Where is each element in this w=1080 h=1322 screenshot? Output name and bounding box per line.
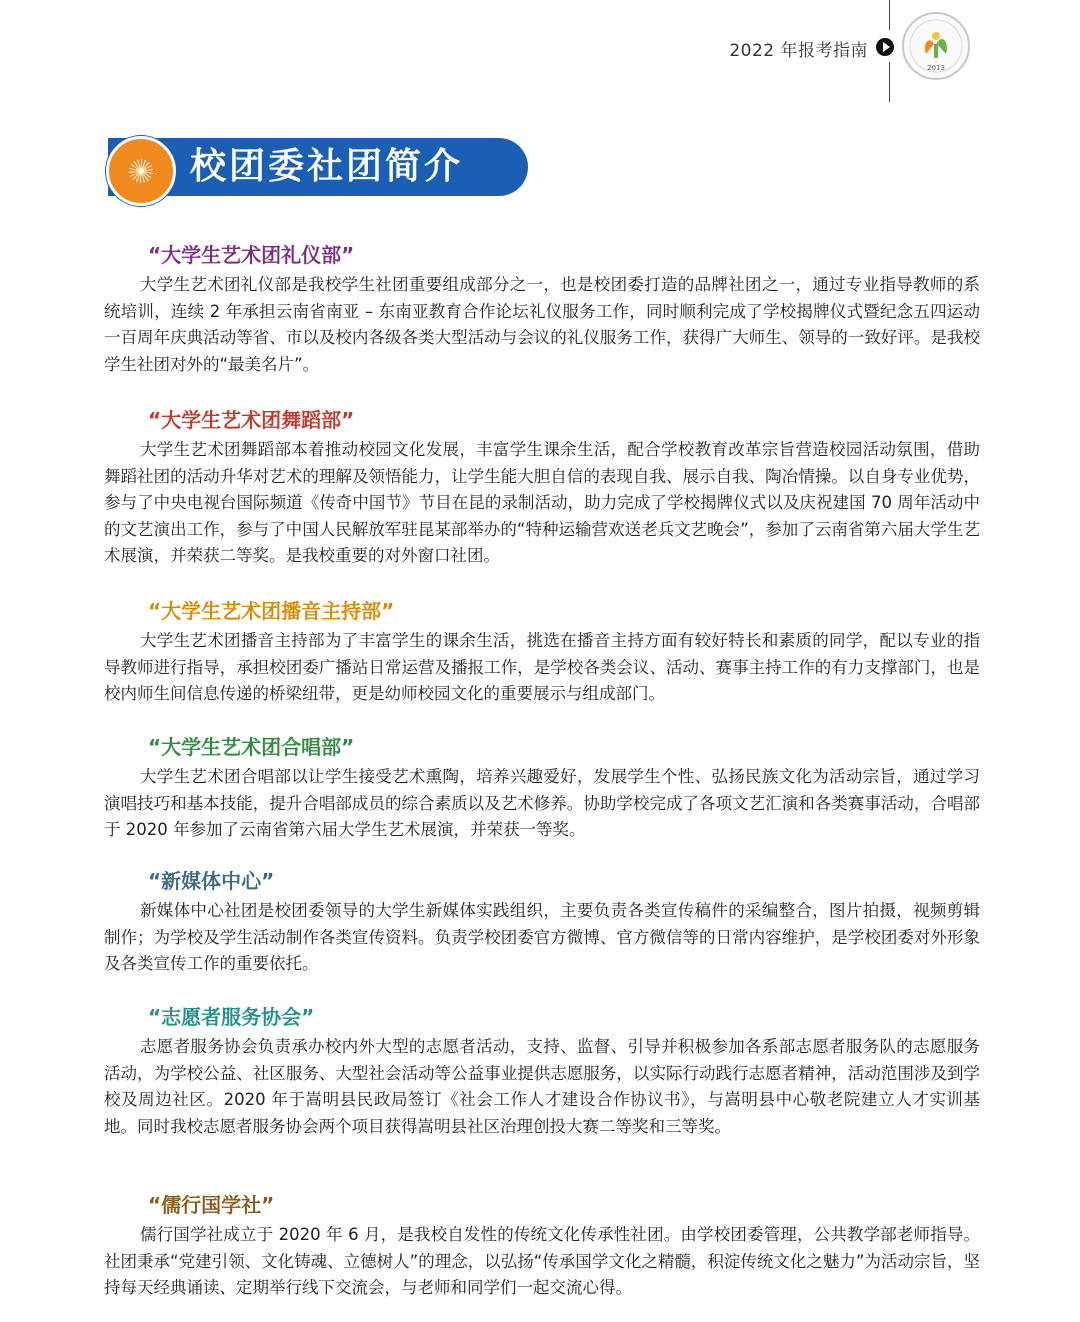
section-title: “大学生艺术团合唱部” xyxy=(148,735,355,759)
school-logo xyxy=(902,12,970,80)
section-body xyxy=(104,764,980,844)
section-new-media xyxy=(104,866,980,978)
section-body xyxy=(104,628,980,708)
banner-emblem xyxy=(106,136,176,206)
section-title: “大学生艺术团舞蹈部” xyxy=(148,408,355,432)
header-divider-top xyxy=(889,0,890,30)
header-divider-bottom xyxy=(889,62,890,102)
section-title: “大学生艺术团播音主持部” xyxy=(148,599,395,623)
section-body xyxy=(104,272,980,378)
section-body xyxy=(104,437,980,570)
section-confucian xyxy=(104,1190,980,1302)
section-dance xyxy=(104,405,980,570)
section-paragraph: 大学生艺术团合唱部以让学生接受艺术熏陶，培养兴趣爱好，发展学生个性、弘扬民族文化为活动宗旨，通过学习演唱技巧和基本技能，提升合唱部成员的综合素质以及艺术修养。协助学校完成了各项文艺汇演和各类赛事活动，合唱部于 2020 年参加了云南省第六届大学生艺术展演，并荣获一等奖。 xyxy=(104,767,980,839)
section-paragraph: 大学生艺术团播音主持部为了丰富学生的课余生活，挑选在播音主持方面有较好特长和素质的同学，配以专业的指导教师进行指导，承担校团委广播站日常运营及播报工作，是学校各类会议、活动、赛事主持工作的有力支撑部门，也是校内师生间信息传递的桥梁纽带，更是幼师校园文化的重要展示与组成部门。 xyxy=(104,631,980,703)
section-paragraph: 大学生艺术团礼仪部是我校学生社团重要组成部分之一，也是校团委打造的品牌社团之一，通过专业指导教师的系统培训，连续 2 年承担云南省南亚 – 东南亚教育合作论坛礼仪服务工作，同时顺利完成了学校揭牌仪式暨纪念五四运动一百周年庆典活动等省、市以及校内各级各类大型活动与会议的礼仪服务工作，获得广大师生、领导的一致好评。是我校学生社团对外的“最美名片”。 xyxy=(104,275,980,374)
section-paragraph: 儒行国学社成立于 2020 年 6 月，是我校自发性的传统文化传承性社团。由学校团委管理，公共教学部老师指导。社团秉承“党建引领、文化铸魂、立德树人”的理念，以弘扬“传承国学文化之精髓，积淀传统文化之魅力”为活动宗旨，坚持每天经典诵读、定期举行线下交流会，与老师和同学们一起交流心得。 xyxy=(104,1225,980,1297)
section-body xyxy=(104,1034,980,1140)
section-body xyxy=(104,898,980,978)
play-arrow-icon xyxy=(876,38,894,56)
section-title: “大学生艺术团礼仪部” xyxy=(148,243,355,267)
section-title: “新媒体中心” xyxy=(148,869,275,893)
section-paragraph: 新媒体中心社团是校团委领导的大学生新媒体实践组织，主要负责各类宣传稿件的采编整合，图片拍摄，视频剪辑制作；为学校及学生活动制作各类宣传资料。负责学校团委官方微博、官方微信等的日常内容维护，是学校团委对外形象及各类宣传工作的重要依托。 xyxy=(104,901,980,973)
section-volunteer xyxy=(104,1002,980,1140)
page-header xyxy=(0,0,1080,100)
logo-year: 2013 xyxy=(927,64,945,72)
section-title: “志愿者服务协会” xyxy=(148,1005,315,1029)
guide-title: 2022 年报考指南 xyxy=(729,41,868,61)
page-title: 校团委社团简介 xyxy=(190,146,464,187)
section-etiquette xyxy=(104,240,980,378)
section-paragraph: 志愿者服务协会负责承办校内外大型的志愿者活动，支持、监督、引导并积极参加各系部志愿者服务队的志愿服务活动，为学校公益、社区服务、大型社会活动等公益事业提供志愿服务，以实际行动践行志愿者精神，活动范围涉及到学校及周边社区。2020 年于嵩明县民政局签订《社会工作人才建设合作协议书》，与嵩明县中心敬老院建立人才实训基地。同时我校志愿者服务协会两个项目获得嵩明县社区治理创投大赛二等奖和三等奖。 xyxy=(104,1037,980,1136)
section-broadcast xyxy=(104,596,980,708)
section-body xyxy=(104,1222,980,1302)
section-choir xyxy=(104,732,980,844)
sunburst-icon xyxy=(129,159,153,183)
section-paragraph: 大学生艺术团舞蹈部本着推动校园文化发展，丰富学生课余生活，配合学校教育改革宗旨营造校园活动氛围，借助舞蹈社团的活动升华对艺术的理解及领悟能力，让学生能大胆自信的表现自我、展示自我、陶冶情操。以自身专业优势，参与了中央电视台国际频道《传奇中国节》节目在昆的录制活动，助力完成了学校揭牌仪式以及庆祝建国 70 周年活动中的文艺演出工作，参与了中国人民解放军驻昆某部举办的“特种运输营欢送老兵文艺晚会”，参加了云南省第六届大学生艺术展演，并荣获二等奖。是我校重要的对外窗口社团。 xyxy=(104,440,980,565)
section-title: “儒行国学社” xyxy=(148,1193,275,1217)
